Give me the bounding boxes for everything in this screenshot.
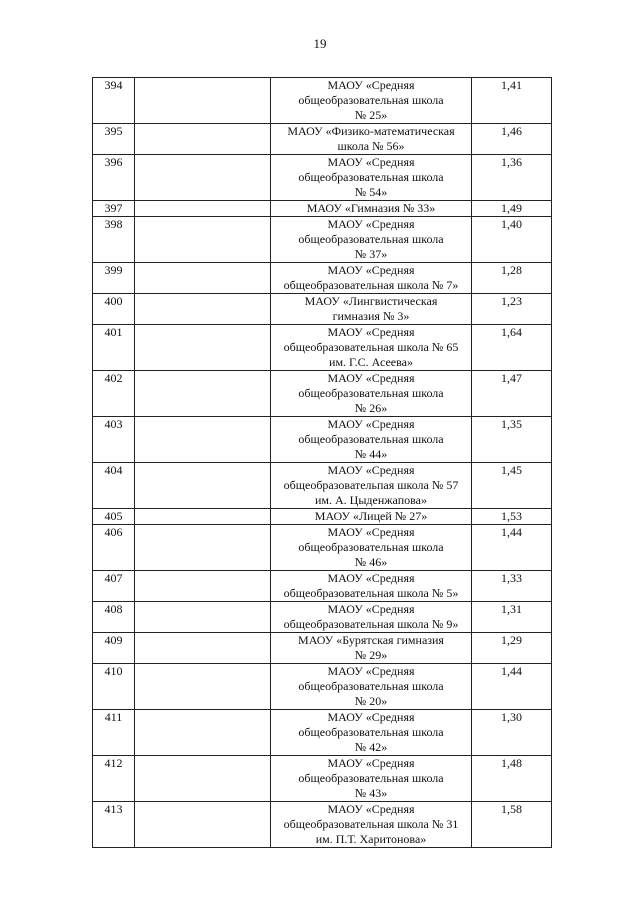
school-name-line: № 20» [354, 694, 388, 708]
table-row [93, 294, 552, 325]
empty-cell [135, 417, 271, 463]
coefficient-value: 1,48 [472, 756, 552, 802]
table-row [93, 710, 552, 756]
table-row [93, 371, 552, 417]
table-row [93, 802, 552, 848]
row-number: 404 [93, 463, 135, 509]
coefficient-value: 1,23 [472, 294, 552, 325]
school-name-line: общеобразовательная школа № 31 [283, 817, 459, 831]
row-number: 406 [93, 525, 135, 571]
school-name-line: № 29» [354, 648, 388, 662]
school-name-line: общеобразовательная школа [298, 679, 444, 693]
school-name-line: МАОУ «Гимназия № 33» [306, 201, 436, 215]
table-row [93, 325, 552, 371]
school-name-line: МАОУ «Средняя [327, 756, 415, 770]
coefficient-value: 1,31 [472, 602, 552, 633]
row-number: 405 [93, 509, 135, 525]
school-name-line: школа № 56» [337, 139, 405, 153]
school-name [271, 710, 472, 756]
empty-cell [135, 756, 271, 802]
schools-table [92, 77, 552, 848]
school-name-line: МАОУ «Средняя [327, 417, 415, 431]
school-name-line: общеобразовательная школа [298, 386, 444, 400]
table-row [93, 124, 552, 155]
empty-cell [135, 155, 271, 201]
empty-cell [135, 571, 271, 602]
school-name [271, 571, 472, 602]
school-name [271, 217, 472, 263]
coefficient-value: 1,58 [472, 802, 552, 848]
school-name [271, 602, 472, 633]
school-name [271, 417, 472, 463]
school-name-line: № 54» [354, 185, 388, 199]
empty-cell [135, 217, 271, 263]
school-name-line: гимназия № 3» [332, 309, 410, 323]
school-name [271, 263, 472, 294]
row-number: 394 [93, 78, 135, 124]
row-number: 408 [93, 602, 135, 633]
school-name [271, 124, 472, 155]
empty-cell [135, 294, 271, 325]
school-name-line: общеобразовательная школа [298, 771, 444, 785]
school-name-line: № 25» [354, 108, 388, 122]
school-name-line: МАОУ «Средняя [327, 802, 415, 816]
school-name-line: общеобразовательная школа № 5» [283, 586, 459, 600]
coefficient-value: 1,35 [472, 417, 552, 463]
empty-cell [135, 710, 271, 756]
coefficient-value: 1,29 [472, 633, 552, 664]
table-row [93, 509, 552, 525]
row-number: 407 [93, 571, 135, 602]
school-name [271, 325, 472, 371]
empty-cell [135, 263, 271, 294]
school-name-line: МАОУ «Средняя [327, 463, 415, 477]
table-row [93, 201, 552, 217]
school-name [271, 633, 472, 664]
school-name-line: МАОУ «Средняя [327, 155, 415, 169]
row-number: 401 [93, 325, 135, 371]
row-number: 400 [93, 294, 135, 325]
school-name-line: МАОУ «Средняя [327, 664, 415, 678]
school-name [271, 78, 472, 124]
school-name-line: МАОУ «Средняя [327, 710, 415, 724]
coefficient-value: 1,44 [472, 664, 552, 710]
school-name-line: общеобразовательпая школа № 57 [283, 478, 459, 492]
school-name-line: МАОУ «Физико-математическая [287, 124, 455, 138]
school-name-line: МАОУ «Средняя [327, 78, 415, 92]
school-name-line: общеобразовательная школа [298, 170, 444, 184]
school-name [271, 371, 472, 417]
table-row [93, 525, 552, 571]
row-number: 395 [93, 124, 135, 155]
empty-cell [135, 325, 271, 371]
table-row [93, 756, 552, 802]
empty-cell [135, 201, 271, 217]
school-name-line: МАОУ «Лицей № 27» [314, 509, 428, 523]
empty-cell [135, 509, 271, 525]
table-row [93, 217, 552, 263]
coefficient-value: 1,53 [472, 509, 552, 525]
coefficient-value: 1,33 [472, 571, 552, 602]
table-row [93, 602, 552, 633]
school-name-line: МАОУ «Средняя [327, 371, 415, 385]
school-name-line: общеобразовательная школа [298, 725, 444, 739]
row-number: 409 [93, 633, 135, 664]
school-name [271, 664, 472, 710]
school-name-line: общеобразовательная школа [298, 232, 444, 246]
school-name-line: № 37» [354, 247, 388, 261]
school-name-line: общеобразовательная школа [298, 432, 444, 446]
row-number: 410 [93, 664, 135, 710]
row-number: 411 [93, 710, 135, 756]
table-body [93, 78, 552, 848]
school-name [271, 155, 472, 201]
school-name-line: им. А. Цыденжапова» [315, 493, 427, 507]
coefficient-value: 1,28 [472, 263, 552, 294]
school-name-line: им. Г.С. Асеева» [329, 355, 413, 369]
school-name [271, 525, 472, 571]
empty-cell [135, 633, 271, 664]
school-name-line: общеобразовательная школа [298, 93, 444, 107]
school-name-line: № 44» [354, 447, 388, 461]
school-name [271, 802, 472, 848]
school-name-line: № 26» [354, 401, 388, 415]
coefficient-value: 1,30 [472, 710, 552, 756]
school-name-line: № 46» [354, 555, 388, 569]
empty-cell [135, 371, 271, 417]
row-number: 396 [93, 155, 135, 201]
row-number: 403 [93, 417, 135, 463]
school-name-line: общеобразовательная школа № 7» [283, 278, 459, 292]
table-row [93, 571, 552, 602]
school-name-line: МАОУ «Средняя [327, 217, 415, 231]
row-number: 399 [93, 263, 135, 294]
row-number: 402 [93, 371, 135, 417]
page-number: 19 [313, 36, 327, 51]
coefficient-value: 1,45 [472, 463, 552, 509]
school-name [271, 756, 472, 802]
table-row [93, 155, 552, 201]
school-name-line: МАОУ «Средняя [327, 525, 415, 539]
table-row [93, 463, 552, 509]
empty-cell [135, 463, 271, 509]
coefficient-value: 1,47 [472, 371, 552, 417]
school-name-line: общеобразовательная школа [298, 540, 444, 554]
table-row [93, 633, 552, 664]
row-number: 413 [93, 802, 135, 848]
school-name-line: МАОУ «Средняя [327, 571, 415, 585]
coefficient-value: 1,44 [472, 525, 552, 571]
table-row [93, 78, 552, 124]
school-name [271, 463, 472, 509]
school-name [271, 509, 472, 525]
school-name-line: МАОУ «Средняя [327, 325, 415, 339]
school-name-line: МАОУ «Средняя [327, 602, 415, 616]
coefficient-value: 1,36 [472, 155, 552, 201]
coefficient-value: 1,46 [472, 124, 552, 155]
row-number: 397 [93, 201, 135, 217]
empty-cell [135, 78, 271, 124]
row-number: 412 [93, 756, 135, 802]
empty-cell [135, 525, 271, 571]
school-name [271, 201, 472, 217]
row-number: 398 [93, 217, 135, 263]
school-name-line: общеобразовательная школа № 9» [283, 617, 459, 631]
school-name-line: общеобразовательная школа № 65 [283, 340, 459, 354]
coefficient-value: 1,64 [472, 325, 552, 371]
school-name-line: МАОУ «Средняя [327, 263, 415, 277]
table-row [93, 417, 552, 463]
coefficient-value: 1,40 [472, 217, 552, 263]
school-name-line: МАОУ «Лингвистическая [304, 294, 438, 308]
school-name [271, 294, 472, 325]
empty-cell [135, 664, 271, 710]
school-name-line: им. П.Т. Харитонова» [315, 832, 427, 846]
school-name-line: МАОУ «Бурятская гимназия [298, 633, 444, 647]
school-name-line: № 43» [354, 786, 388, 800]
empty-cell [135, 124, 271, 155]
coefficient-value: 1,49 [472, 201, 552, 217]
table-row [93, 664, 552, 710]
empty-cell [135, 802, 271, 848]
coefficient-value: 1,41 [472, 78, 552, 124]
school-name-line: № 42» [354, 740, 388, 754]
table-row [93, 263, 552, 294]
empty-cell [135, 602, 271, 633]
